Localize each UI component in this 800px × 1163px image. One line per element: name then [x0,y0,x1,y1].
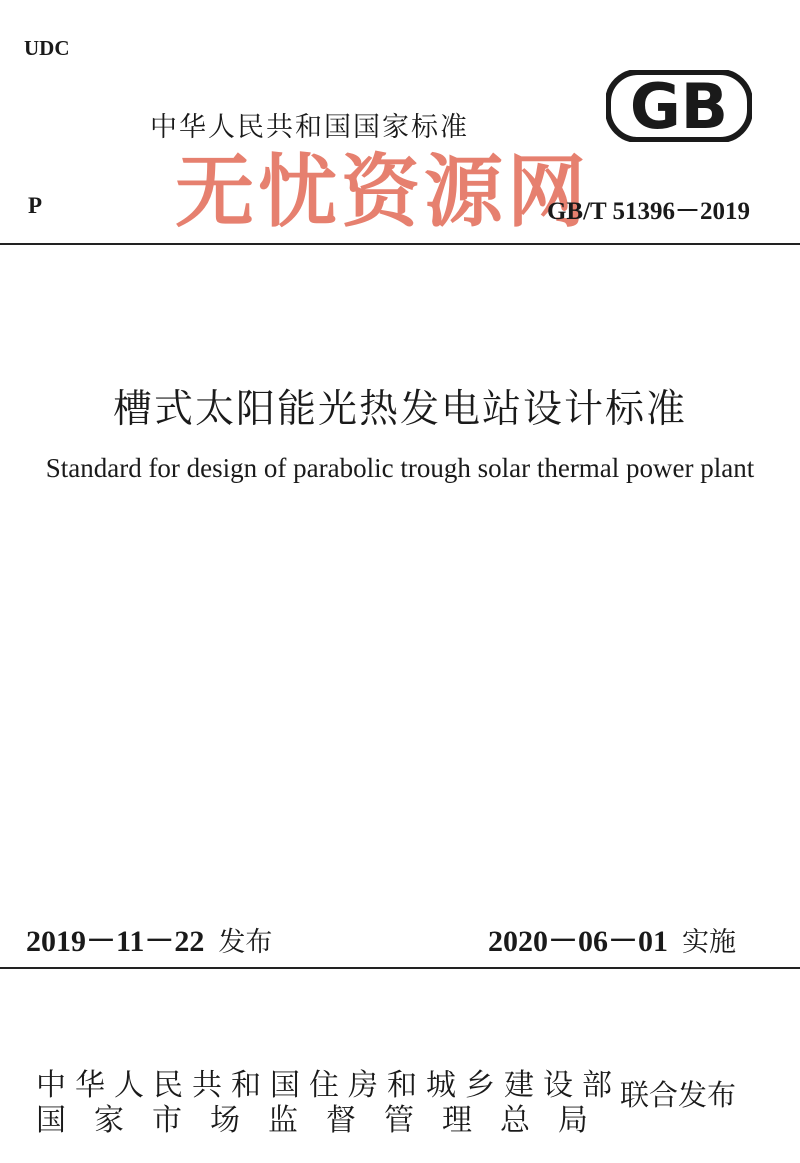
effective-date: 2020－06－01 [488,925,668,958]
udc-label: UDC [24,36,70,60]
national-standard-label: 中华人民共和国国家标准 [150,112,469,143]
watermark: 无忧资源网 [175,146,590,238]
gb-logo [606,70,752,142]
effective-label: 实施 [682,927,736,958]
issue-label: 发布 [218,927,273,958]
footer-divider [0,967,800,969]
title-chinese: 槽式太阳能光热发电站设计标准 [112,387,687,432]
title-english: Standard for design of parabolic trough solar thermal power plant [45,453,755,483]
issue-date: 2019－11－22 [26,925,205,958]
effective-date-block [488,916,736,960]
classification-code: P [28,193,43,218]
issue-date-block [26,916,272,960]
gb-logo-text: GB [629,70,729,142]
joint-issue-label: 联合发布 [620,1078,737,1112]
header-divider [0,243,800,245]
issuer-line-1: 中华人民共和国住房和城乡建设部 [36,1068,621,1103]
standard-number: GB/T 51396－2019 [546,198,750,225]
issuer-line-2: 国家市场监督管理总局 [36,1103,616,1138]
